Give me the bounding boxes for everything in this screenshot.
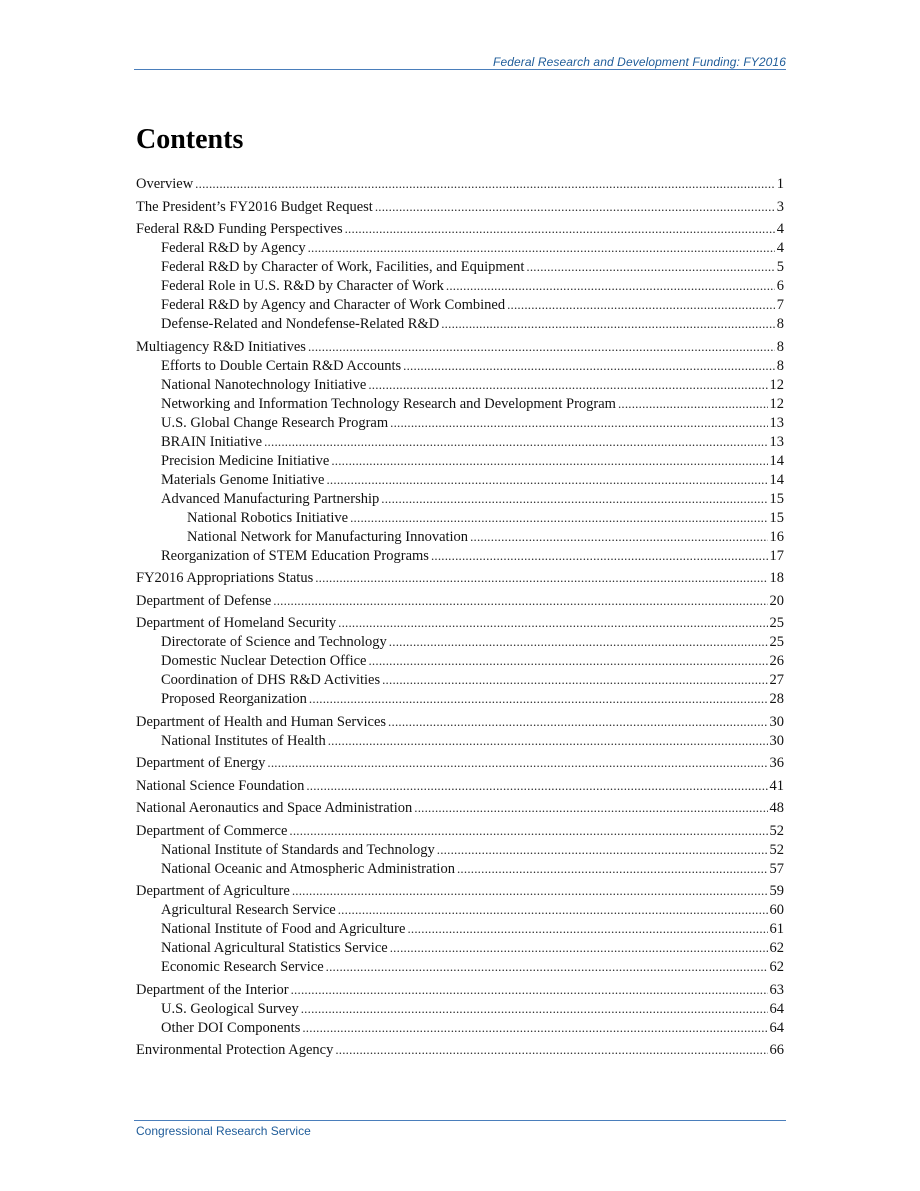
toc-entry-title: Department of Homeland Security xyxy=(136,615,337,631)
footer-publisher: Congressional Research Service xyxy=(136,1124,311,1138)
toc-entry-page: 52 xyxy=(769,822,784,839)
toc-dot-leader xyxy=(350,508,767,527)
toc-entry-page: 6 xyxy=(776,278,784,294)
toc-entry-title: FY2016 Appropriations Status xyxy=(136,570,314,586)
toc-entry-title: National Science Foundation xyxy=(136,777,305,794)
toc-entry[interactable] xyxy=(136,276,784,295)
toc-dot-leader xyxy=(390,938,768,957)
toc-entry-page: 7 xyxy=(776,297,784,313)
toc-entry-title: Agricultural Research Service xyxy=(161,902,336,918)
toc-entry-page: 8 xyxy=(776,338,784,355)
toc-dot-leader xyxy=(457,859,768,878)
toc-entry-page: 18 xyxy=(769,570,784,586)
toc-dot-leader xyxy=(273,591,767,610)
toc-dot-leader xyxy=(306,776,767,795)
toc-dot-leader xyxy=(390,413,767,432)
toc-dot-leader xyxy=(368,651,767,670)
toc-entry-page: 30 xyxy=(769,713,784,730)
toc-entry-page: 64 xyxy=(769,1019,784,1036)
toc-entry[interactable] xyxy=(136,712,784,731)
toc-dot-leader xyxy=(437,840,768,859)
toc-entry-title: Overview xyxy=(136,176,194,192)
toc-entry[interactable] xyxy=(136,238,784,257)
toc-entry-title: Networking and Information Technology Research and Development Program xyxy=(161,395,616,412)
toc-entry-page: 62 xyxy=(769,959,784,975)
toc-dot-leader xyxy=(315,568,767,587)
toc-entry-title: National Institute of Food and Agriculture xyxy=(161,921,406,937)
toc-entry-page: 14 xyxy=(769,452,784,469)
running-header: Federal Research and Development Funding: FY2016 xyxy=(493,55,786,69)
table-of-contents xyxy=(136,174,784,1059)
toc-entry-page: 15 xyxy=(769,509,784,526)
toc-entry[interactable] xyxy=(136,337,784,356)
toc-dot-leader xyxy=(264,432,767,451)
toc-entry[interactable] xyxy=(136,394,784,413)
toc-entry[interactable] xyxy=(136,470,784,489)
toc-entry-page: 12 xyxy=(769,376,784,393)
toc-entry-page: 48 xyxy=(769,800,784,816)
toc-entry[interactable] xyxy=(136,613,784,632)
toc-entry[interactable] xyxy=(136,731,784,750)
toc-dot-leader xyxy=(431,546,768,565)
toc-entry[interactable] xyxy=(136,375,784,394)
toc-entry-title: National Institutes of Health xyxy=(161,732,326,749)
toc-entry-page: 62 xyxy=(769,940,784,956)
toc-entry[interactable] xyxy=(136,670,784,689)
toc-entry-page: 8 xyxy=(776,316,784,332)
toc-entry[interactable] xyxy=(136,219,784,238)
toc-entry-title: Precision Medicine Initiative xyxy=(161,452,330,469)
toc-entry-title: National Network for Manufacturing Innovation xyxy=(187,528,469,545)
toc-entry[interactable] xyxy=(136,257,784,276)
toc-entry-title: Economic Research Service xyxy=(161,959,324,975)
toc-dot-leader xyxy=(470,527,767,546)
toc-entry-title: Department of Energy xyxy=(136,755,266,771)
toc-dot-leader xyxy=(526,257,774,276)
toc-dot-leader xyxy=(328,731,768,750)
toc-entry-page: 25 xyxy=(769,634,784,650)
toc-dot-leader xyxy=(382,670,767,689)
toc-dot-leader xyxy=(292,881,768,900)
toc-entry-title: National Nanotechnology Initiative xyxy=(161,376,367,393)
toc-entry-title: National Aeronautics and Space Administration xyxy=(136,800,413,816)
toc-entry-page: 57 xyxy=(769,860,784,877)
toc-dot-leader xyxy=(389,632,768,651)
toc-entry-title: U.S. Global Change Research Program xyxy=(161,414,389,431)
toc-entry-page: 28 xyxy=(769,691,784,707)
toc-entry-page: 36 xyxy=(769,755,784,771)
toc-entry-page: 27 xyxy=(769,672,784,688)
toc-entry-title: Federal R&D Funding Perspectives xyxy=(136,221,343,237)
toc-entry-title: National Agricultural Statistics Service xyxy=(161,940,388,956)
toc-entry-page: 14 xyxy=(769,471,784,488)
toc-entry-title: Department of Defense xyxy=(136,592,272,609)
toc-entry[interactable] xyxy=(136,295,784,314)
toc-entry-page: 4 xyxy=(776,240,784,256)
toc-dot-leader xyxy=(302,1018,767,1037)
toc-entry-page: 17 xyxy=(769,547,784,564)
toc-entry[interactable] xyxy=(136,881,784,900)
toc-entry[interactable] xyxy=(136,776,784,795)
toc-entry-title: Coordination of DHS R&D Activities xyxy=(161,672,381,688)
toc-entry-page: 64 xyxy=(769,1000,784,1017)
toc-entry[interactable] xyxy=(136,568,784,587)
toc-entry[interactable] xyxy=(136,753,784,772)
toc-entry[interactable] xyxy=(136,174,784,193)
toc-entry-title: Defense-Related and Nondefense-Related R&D xyxy=(161,316,440,332)
toc-entry[interactable] xyxy=(136,489,784,508)
toc-entry[interactable] xyxy=(136,527,784,546)
toc-entry-title: National Oceanic and Atmospheric Administration xyxy=(161,860,455,877)
toc-entry-title: Department of Health and Human Services xyxy=(136,713,387,730)
toc-entry[interactable] xyxy=(136,508,784,527)
footer-rule xyxy=(134,1120,786,1121)
toc-dot-leader xyxy=(195,174,775,193)
toc-entry-page: 3 xyxy=(776,198,784,215)
toc-entry-title: BRAIN Initiative xyxy=(161,433,263,450)
toc-dot-leader xyxy=(618,394,768,413)
toc-dot-leader xyxy=(414,798,767,817)
toc-dot-leader xyxy=(375,197,775,216)
toc-dot-leader xyxy=(388,712,767,731)
toc-entry[interactable] xyxy=(136,651,784,670)
toc-dot-leader xyxy=(446,276,775,295)
toc-dot-leader xyxy=(345,219,775,238)
toc-entry-title: Department of the Interior xyxy=(136,981,289,998)
toc-entry-page: 41 xyxy=(769,777,784,794)
toc-entry[interactable] xyxy=(136,432,784,451)
toc-entry[interactable] xyxy=(136,840,784,859)
toc-entry-page: 60 xyxy=(769,902,784,918)
toc-entry[interactable] xyxy=(136,451,784,470)
toc-entry[interactable] xyxy=(136,546,784,565)
toc-dot-leader xyxy=(326,470,767,489)
toc-entry-page: 20 xyxy=(769,592,784,609)
toc-entry-title: Federal R&D by Agency xyxy=(161,240,306,256)
toc-entry-title: Efforts to Double Certain R&D Accounts xyxy=(161,357,402,374)
toc-entry-page: 63 xyxy=(769,981,784,998)
toc-dot-leader xyxy=(289,821,767,840)
toc-dot-leader xyxy=(338,900,768,919)
toc-entry[interactable] xyxy=(136,859,784,878)
toc-entry-title: Department of Agriculture xyxy=(136,883,290,899)
toc-entry[interactable] xyxy=(136,821,784,840)
toc-entry[interactable] xyxy=(136,413,784,432)
toc-entry[interactable] xyxy=(136,314,784,333)
toc-entry-title: Federal R&D by Agency and Character of Work Combined xyxy=(161,297,506,313)
toc-entry-page: 13 xyxy=(769,414,784,431)
toc-dot-leader xyxy=(331,451,767,470)
toc-entry[interactable] xyxy=(136,957,784,976)
toc-entry[interactable] xyxy=(136,689,784,708)
toc-dot-leader xyxy=(335,1040,767,1059)
toc-entry[interactable] xyxy=(136,919,784,938)
toc-entry-page: 12 xyxy=(769,395,784,412)
toc-entry-page: 26 xyxy=(769,653,784,669)
toc-entry[interactable] xyxy=(136,938,784,957)
header-rule xyxy=(134,69,786,70)
toc-entry-title: National Institute of Standards and Technology xyxy=(161,841,435,858)
toc-entry[interactable] xyxy=(136,999,784,1018)
toc-entry-page: 4 xyxy=(776,221,784,237)
toc-entry-page: 30 xyxy=(769,732,784,749)
toc-entry-page: 66 xyxy=(769,1042,784,1058)
toc-entry[interactable] xyxy=(136,356,784,375)
toc-entry-title: Environmental Protection Agency xyxy=(136,1042,334,1058)
toc-dot-leader xyxy=(301,999,768,1018)
toc-entry-title: Materials Genome Initiative xyxy=(161,471,325,488)
toc-entry-page: 61 xyxy=(769,921,784,937)
toc-entry-title: The President’s FY2016 Budget Request xyxy=(136,198,373,215)
toc-entry[interactable] xyxy=(136,632,784,651)
toc-dot-leader xyxy=(368,375,767,394)
toc-entry-title: National Robotics Initiative xyxy=(187,509,349,526)
toc-entry-title: Department of Commerce xyxy=(136,822,288,839)
toc-entry-title: Domestic Nuclear Detection Office xyxy=(161,653,367,669)
toc-entry[interactable] xyxy=(136,900,784,919)
toc-entry-title: Reorganization of STEM Education Programs xyxy=(161,547,429,564)
toc-dot-leader xyxy=(338,613,767,632)
toc-dot-leader xyxy=(291,980,768,999)
toc-entry-page: 8 xyxy=(776,357,784,374)
toc-entry-page: 5 xyxy=(776,259,784,275)
toc-entry-page: 52 xyxy=(769,841,784,858)
toc-dot-leader xyxy=(441,314,775,333)
toc-entry[interactable] xyxy=(136,798,784,817)
toc-entry-title: Multiagency R&D Initiatives xyxy=(136,338,306,355)
toc-dot-leader xyxy=(507,295,775,314)
toc-entry-page: 16 xyxy=(769,528,784,545)
toc-entry[interactable] xyxy=(136,980,784,999)
toc-dot-leader xyxy=(267,753,767,772)
toc-entry[interactable] xyxy=(136,591,784,610)
toc-entry[interactable] xyxy=(136,1040,784,1059)
toc-entry-page: 15 xyxy=(769,490,784,507)
toc-entry-page: 1 xyxy=(776,176,784,192)
toc-entry-title: Federal Role in U.S. R&D by Character of Work xyxy=(161,278,444,294)
toc-entry-page: 25 xyxy=(769,615,784,631)
toc-dot-leader xyxy=(381,489,767,508)
page-title: Contents xyxy=(136,124,244,155)
toc-entry-title: Advanced Manufacturing Partnership xyxy=(161,490,380,507)
toc-dot-leader xyxy=(309,689,768,708)
toc-entry-title: Proposed Reorganization xyxy=(161,691,307,707)
toc-entry[interactable] xyxy=(136,1018,784,1037)
toc-entry-title: Federal R&D by Character of Work, Facilities, and Equipment xyxy=(161,259,525,275)
toc-entry-page: 13 xyxy=(769,433,784,450)
toc-entry-title: U.S. Geological Survey xyxy=(161,1000,299,1017)
toc-dot-leader xyxy=(308,337,775,356)
toc-entry-page: 59 xyxy=(769,883,784,899)
toc-entry-title: Other DOI Components xyxy=(161,1019,301,1036)
toc-dot-leader xyxy=(403,356,775,375)
toc-entry-title: Directorate of Science and Technology xyxy=(161,634,387,650)
toc-dot-leader xyxy=(407,919,767,938)
toc-dot-leader xyxy=(308,238,775,257)
toc-dot-leader xyxy=(326,957,768,976)
toc-entry[interactable] xyxy=(136,197,784,216)
